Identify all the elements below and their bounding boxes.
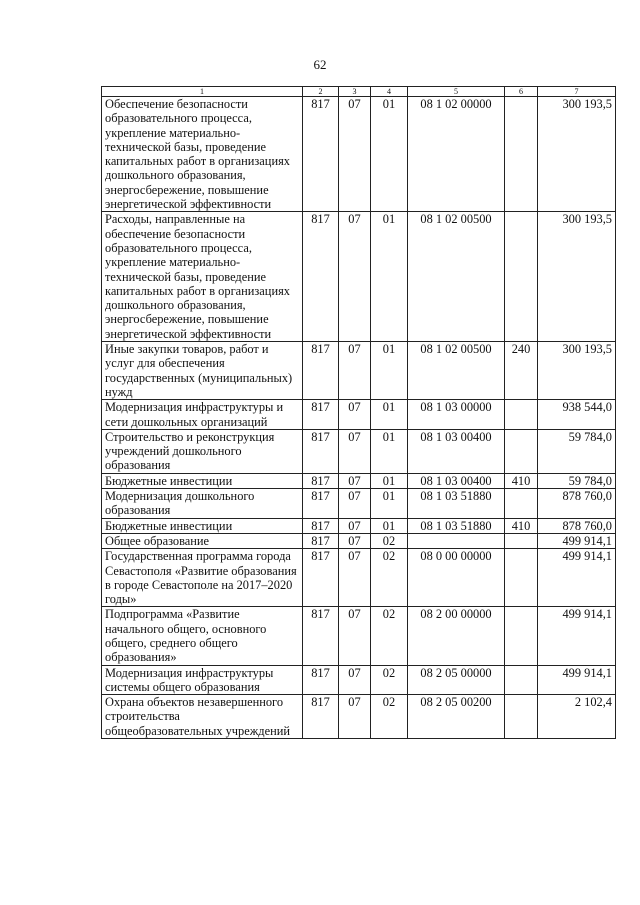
- row-name-cell: Государственная программа города Севастополя «Развитие образования в городе Севастополе на 2017–2020 годы»: [102, 549, 303, 607]
- amount-cell: 300 193,5: [538, 212, 616, 342]
- amount-cell: 59 784,0: [538, 429, 616, 473]
- target-article-cell: 08 1 03 00400: [408, 429, 505, 473]
- ministry-code-cell: 817: [303, 665, 339, 695]
- column-number-row: [102, 87, 616, 97]
- section-code-cell: 07: [339, 549, 371, 607]
- column-number: 6: [505, 87, 538, 97]
- expense-type-cell: 240: [505, 342, 538, 400]
- section-code-cell: 07: [339, 473, 371, 488]
- expense-type-cell: [505, 549, 538, 607]
- ministry-code-cell: 817: [303, 342, 339, 400]
- budget-table: [101, 86, 616, 739]
- row-name-cell: Иные закупки товаров, работ и услуг для обеспечения государственных (муниципальных) нужд: [102, 342, 303, 400]
- ministry-code-cell: 817: [303, 549, 339, 607]
- row-name-cell: Модернизация дошкольного образования: [102, 489, 303, 519]
- section-code-cell: 07: [339, 695, 371, 739]
- target-article-cell: 08 1 02 00000: [408, 97, 505, 212]
- target-article-cell: 08 1 03 51880: [408, 518, 505, 533]
- table-row: [102, 400, 616, 430]
- subsection-code-cell: 02: [371, 607, 408, 665]
- subsection-code-cell: 01: [371, 212, 408, 342]
- ministry-code-cell: 817: [303, 400, 339, 430]
- row-name-cell: Обеспечение безопасности образовательного процесса, укрепление материально-технической базы, проведение капитальных работ в организациях дошкольного образования, энергосбережение, повышение энергетической эффективности: [102, 97, 303, 212]
- row-name-cell: Бюджетные инвестиции: [102, 518, 303, 533]
- expense-type-cell: [505, 400, 538, 430]
- amount-cell: 938 544,0: [538, 400, 616, 430]
- expense-type-cell: [505, 607, 538, 665]
- table-row: [102, 97, 616, 212]
- ministry-code-cell: 817: [303, 429, 339, 473]
- table-row: [102, 518, 616, 533]
- column-number: 2: [303, 87, 339, 97]
- target-article-cell: 08 1 03 00400: [408, 473, 505, 488]
- target-article-cell: 08 1 02 00500: [408, 342, 505, 400]
- expense-type-cell: [505, 695, 538, 739]
- row-name-cell: Подпрограмма «Развитие начального общего, основного общего, среднего общего образования»: [102, 607, 303, 665]
- amount-cell: 878 760,0: [538, 518, 616, 533]
- table-row: [102, 533, 616, 548]
- amount-cell: 499 914,1: [538, 665, 616, 695]
- subsection-code-cell: 01: [371, 518, 408, 533]
- amount-cell: 300 193,5: [538, 97, 616, 212]
- ministry-code-cell: 817: [303, 473, 339, 488]
- table-row: [102, 607, 616, 665]
- subsection-code-cell: 01: [371, 342, 408, 400]
- ministry-code-cell: 817: [303, 489, 339, 519]
- table-row: [102, 695, 616, 739]
- section-code-cell: 07: [339, 429, 371, 473]
- ministry-code-cell: 817: [303, 533, 339, 548]
- row-name-cell: Охрана объектов незавершенного строительства общеобразовательных учреждений: [102, 695, 303, 739]
- table-row: [102, 665, 616, 695]
- target-article-cell: 08 2 00 00000: [408, 607, 505, 665]
- expense-type-cell: [505, 429, 538, 473]
- table-row: [102, 212, 616, 342]
- section-code-cell: 07: [339, 533, 371, 548]
- ministry-code-cell: 817: [303, 695, 339, 739]
- expense-type-cell: [505, 212, 538, 342]
- row-name-cell: Общее образование: [102, 533, 303, 548]
- expense-type-cell: [505, 533, 538, 548]
- section-code-cell: 07: [339, 607, 371, 665]
- column-number: 4: [371, 87, 408, 97]
- ministry-code-cell: 817: [303, 97, 339, 212]
- column-number: 5: [408, 87, 505, 97]
- amount-cell: 300 193,5: [538, 342, 616, 400]
- target-article-cell: 08 1 02 00500: [408, 212, 505, 342]
- subsection-code-cell: 02: [371, 695, 408, 739]
- column-number: 3: [339, 87, 371, 97]
- expense-type-cell: [505, 665, 538, 695]
- amount-cell: 2 102,4: [538, 695, 616, 739]
- subsection-code-cell: 01: [371, 489, 408, 519]
- section-code-cell: 07: [339, 97, 371, 212]
- section-code-cell: 07: [339, 212, 371, 342]
- target-article-cell: 08 1 03 51880: [408, 489, 505, 519]
- amount-cell: 878 760,0: [538, 489, 616, 519]
- target-article-cell: 08 2 05 00000: [408, 665, 505, 695]
- subsection-code-cell: 01: [371, 473, 408, 488]
- subsection-code-cell: 01: [371, 429, 408, 473]
- ministry-code-cell: 817: [303, 607, 339, 665]
- row-name-cell: Бюджетные инвестиции: [102, 473, 303, 488]
- ministry-code-cell: 817: [303, 212, 339, 342]
- row-name-cell: Расходы, направленные на обеспечение безопасности образовательного процесса, укрепление материально-технической базы, проведение капитальных работ в организациях дошкольного образования, энергосбережение, повышение энергетической эффективности: [102, 212, 303, 342]
- section-code-cell: 07: [339, 400, 371, 430]
- table-row: [102, 489, 616, 519]
- amount-cell: 499 914,1: [538, 533, 616, 548]
- section-code-cell: 07: [339, 518, 371, 533]
- subsection-code-cell: 02: [371, 665, 408, 695]
- target-article-cell: 08 1 03 00000: [408, 400, 505, 430]
- subsection-code-cell: 01: [371, 400, 408, 430]
- column-number: 7: [538, 87, 616, 97]
- expense-type-cell: 410: [505, 473, 538, 488]
- section-code-cell: 07: [339, 665, 371, 695]
- amount-cell: 59 784,0: [538, 473, 616, 488]
- subsection-code-cell: 02: [371, 533, 408, 548]
- table-row: [102, 549, 616, 607]
- expense-type-cell: 410: [505, 518, 538, 533]
- table-row: [102, 342, 616, 400]
- section-code-cell: 07: [339, 342, 371, 400]
- subsection-code-cell: 02: [371, 549, 408, 607]
- target-article-cell: 08 0 00 00000: [408, 549, 505, 607]
- row-name-cell: Модернизация инфраструктуры системы общего образования: [102, 665, 303, 695]
- section-code-cell: 07: [339, 489, 371, 519]
- table-body: [102, 97, 616, 739]
- target-article-cell: [408, 533, 505, 548]
- ministry-code-cell: 817: [303, 518, 339, 533]
- target-article-cell: 08 2 05 00200: [408, 695, 505, 739]
- expense-type-cell: [505, 97, 538, 212]
- row-name-cell: Модернизация инфраструктуры и сети дошкольных организаций: [102, 400, 303, 430]
- subsection-code-cell: 01: [371, 97, 408, 212]
- table-row: [102, 473, 616, 488]
- expense-type-cell: [505, 489, 538, 519]
- column-number: 1: [102, 87, 303, 97]
- row-name-cell: Строительство и реконструкция учреждений дошкольного образования: [102, 429, 303, 473]
- table-row: [102, 429, 616, 473]
- amount-cell: 499 914,1: [538, 549, 616, 607]
- page-number: 62: [313, 57, 327, 72]
- amount-cell: 499 914,1: [538, 607, 616, 665]
